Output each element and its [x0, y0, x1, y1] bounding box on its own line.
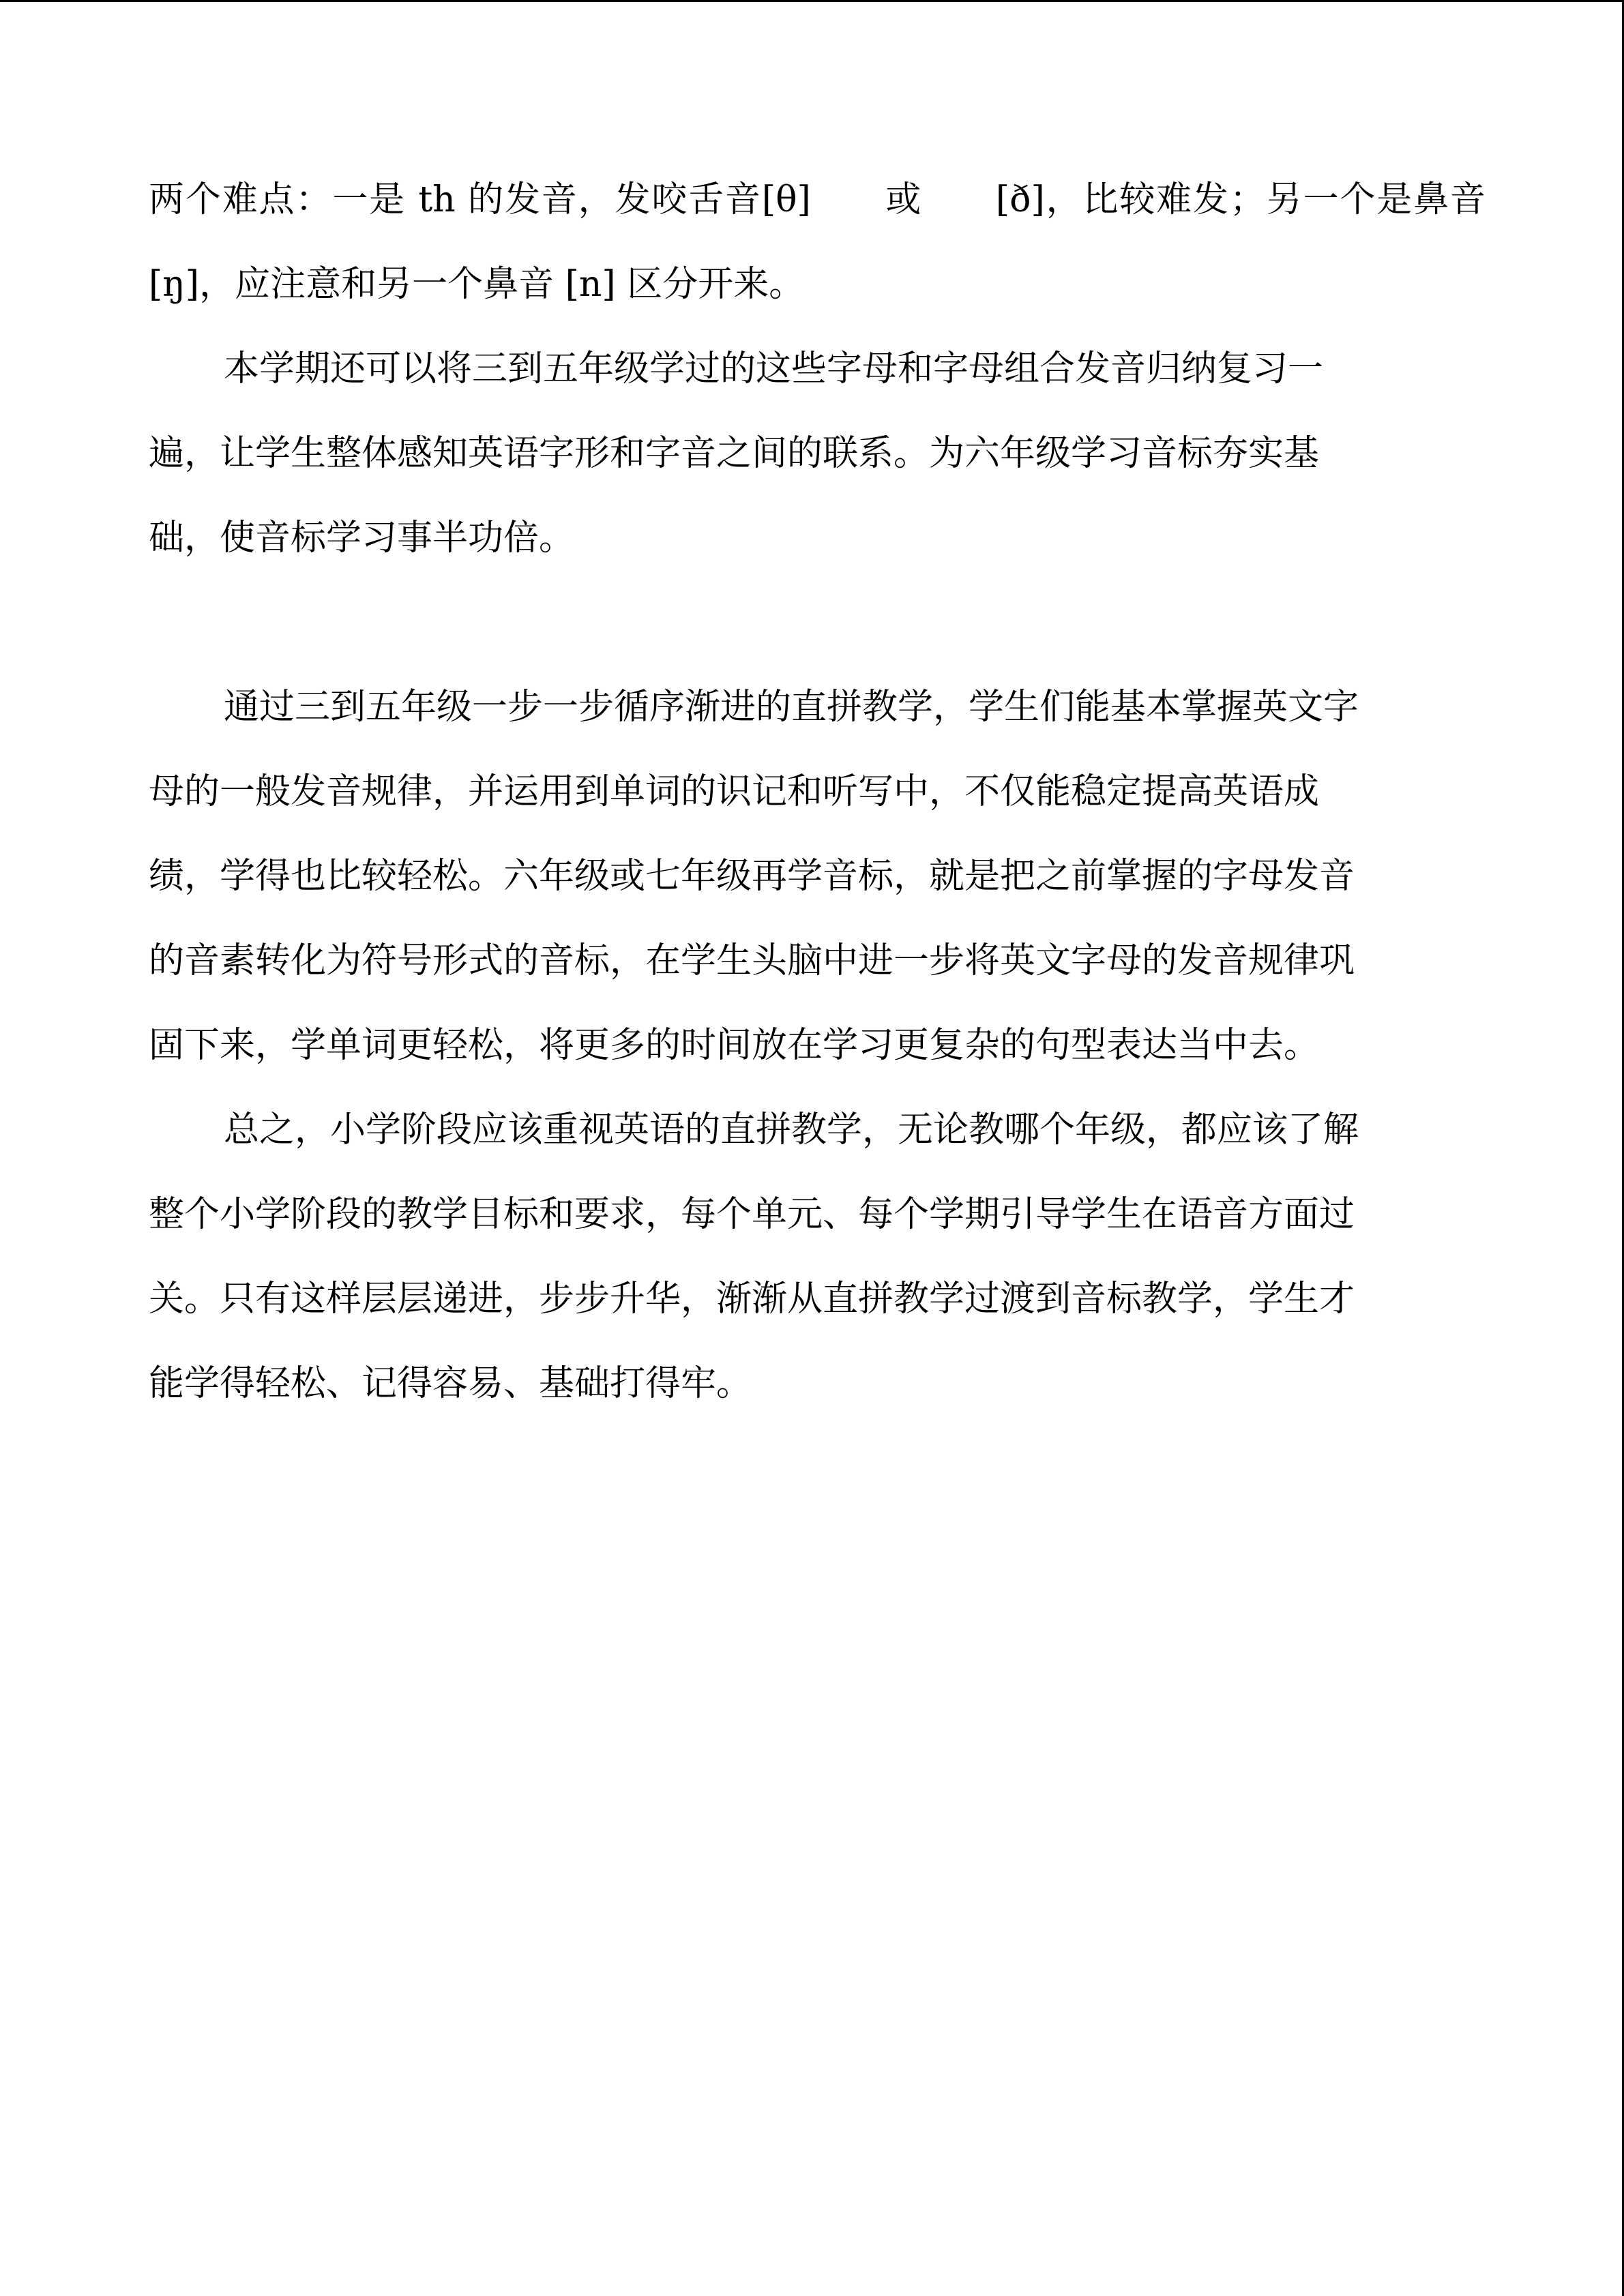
paragraph-3: [149, 665, 1486, 1088]
text-line: 总之，小学阶段应该重视英语的直拼教学，无论教哪个年级，都应该了解: [224, 1109, 1359, 1150]
text-line: 能学得轻松、记得容易、基础打得牢。: [149, 1363, 752, 1404]
text-line: 绩，学得也比较轻松。六年级或七年级再学音标，就是把之前掌握的字母发音: [149, 856, 1355, 897]
text-line: 的音素转化为符号形式的音标，在学生头脑中进一步将英文字母的发音规律巩: [149, 940, 1355, 981]
paragraph-2: [149, 327, 1486, 580]
paragraph-4: [149, 1088, 1486, 1426]
text-line: 整个小学阶段的教学目标和要求，每个单元、每个学期引导学生在语音方面过: [149, 1194, 1355, 1235]
paragraph-1: [149, 158, 1486, 327]
text-line: 础，使音标学习事半功倍。: [149, 518, 575, 558]
paragraph-spacer: [149, 580, 1486, 665]
text-line: 母的一般发音规律，并运用到单词的识记和听写中，不仅能稳定提高英语成: [149, 771, 1320, 812]
text-line: 关。只有这样层层递进，步步升华，渐渐从直拼教学过渡到音标教学，学生才: [149, 1279, 1355, 1320]
text-line: 固下来，学单词更轻松，将更多的时间放在学习更复杂的句型表达当中去。: [149, 1025, 1320, 1066]
text-line: [ŋ]，应注意和另一个鼻音 [n] 区分开来。: [149, 264, 805, 305]
text-line: 两个难点：一是 th 的发音，发咬舌音[θ] 或 [ð]，比较难发；另一个是鼻音: [149, 179, 1486, 220]
text-line: 遍，让学生整体感知英语字形和字音之间的联系。为六年级学习音标夯实基: [149, 433, 1320, 474]
text-line: 本学期还可以将三到五年级学过的这些字母和字母组合发音归纳复习一: [224, 348, 1324, 389]
text-line: 通过三到五年级一步一步循序渐进的直拼教学，学生们能基本掌握英文字: [224, 687, 1359, 728]
document-body: [149, 158, 1486, 1426]
